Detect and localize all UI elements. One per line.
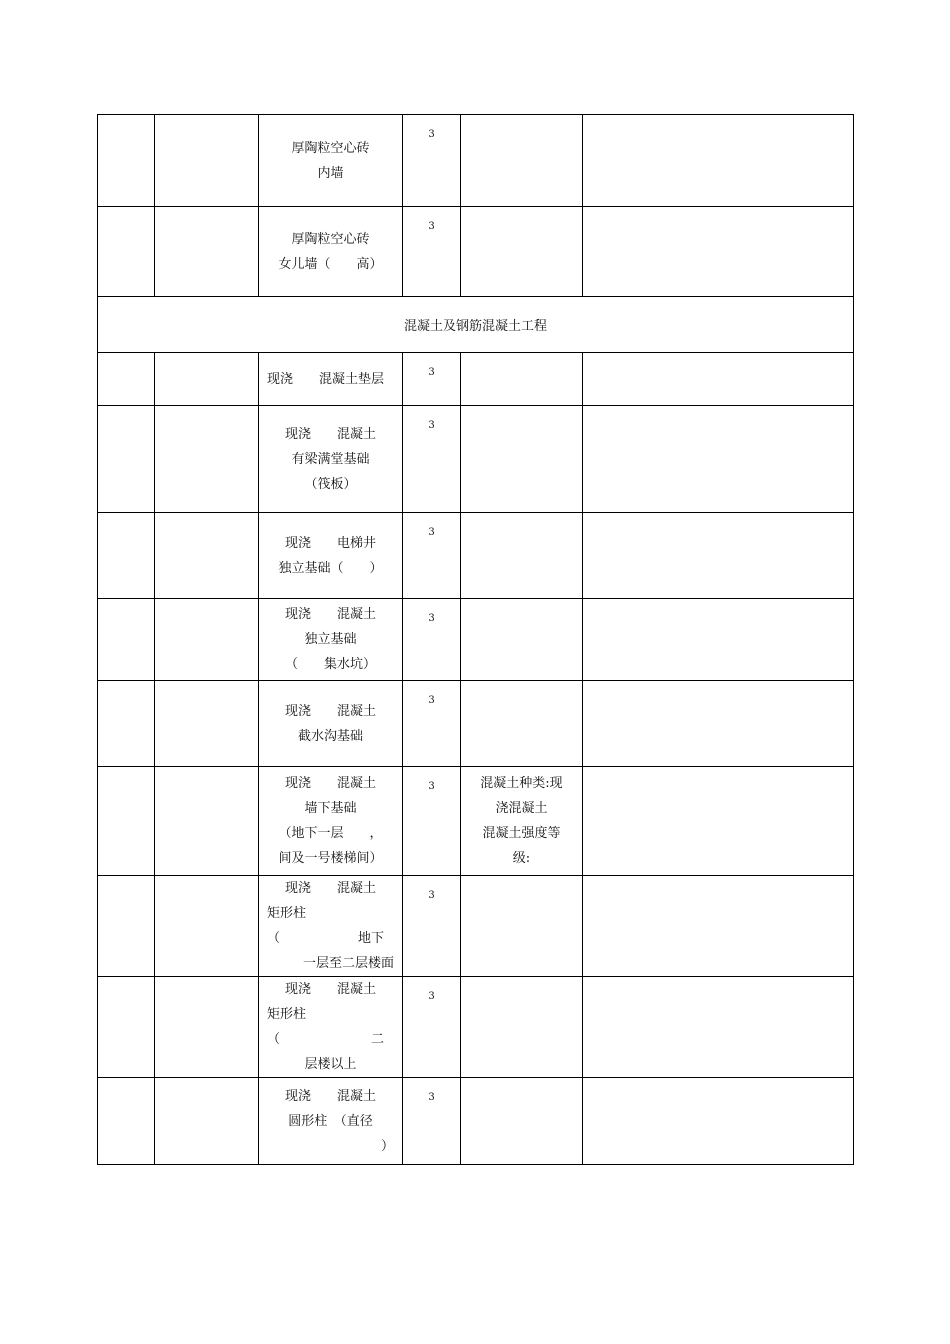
remarks-cell [583,115,854,207]
item-name-line: 截水沟基础 [297,728,363,744]
unit-cell [403,876,461,977]
feature-line: 浇混凝土 [495,801,548,816]
category-cell [155,876,259,977]
remarks-cell [583,681,854,767]
table-row [98,876,854,977]
table-row [98,977,854,1078]
item-name-line: 间及一号楼梯间） [278,851,383,866]
code-cell [98,599,155,681]
bill-of-quantities-table [97,114,854,1165]
remarks-cell [583,876,854,977]
feature-cell [461,977,583,1078]
feature-cell [461,681,583,767]
item-name-line: 内墙 [317,165,344,181]
remarks-cell [583,353,854,406]
item-name-line: （ 二 [267,1032,385,1047]
code-cell [98,681,155,767]
table-body-masonry [98,115,854,297]
code-cell [98,977,155,1078]
code-cell [98,876,155,977]
item-name-line: 现浇 混凝土 [284,703,376,719]
unit-value: 3 [428,129,435,140]
section-header [98,297,854,353]
table-row [98,1078,854,1165]
item-name-cell [259,406,403,513]
unit-value: 3 [428,527,435,538]
category-cell [155,767,259,876]
item-name-line: 现浇 混凝土 [284,426,376,442]
category-cell [155,353,259,406]
category-cell [155,207,259,297]
unit-cell [403,681,461,767]
item-name-cell [259,767,403,876]
item-name-line: ） [380,1138,394,1154]
item-name-line: 厚陶粒空心砖 [291,231,370,247]
feature-line: 混凝土强度等 [482,826,561,841]
category-cell [155,599,259,681]
remarks-cell [583,207,854,297]
item-name-cell [259,207,403,297]
unit-cell [403,767,461,876]
item-name-line: 现浇 电梯井 [284,535,376,551]
item-name-line: 矩形柱 [267,906,307,921]
table-row [98,353,854,406]
item-name-line: 矩形柱 [267,1007,307,1022]
item-name-line: 厚陶粒空心砖 [291,140,370,156]
category-cell [155,513,259,599]
unit-value: 3 [428,781,435,792]
item-name-line: 现浇 混凝土 [284,1088,376,1104]
table-row [98,681,854,767]
feature-cell [461,876,583,977]
item-name-line: 现浇 混凝土 [284,607,376,622]
unit-value: 3 [428,890,435,901]
feature-cell [461,406,583,513]
item-name-cell [259,115,403,207]
item-name-cell [259,599,403,681]
table-row [98,767,854,876]
section-title: 混凝土及钢筋混凝土工程 [98,297,854,353]
item-name-line: 一层至二层楼面 [302,956,394,971]
code-cell [98,406,155,513]
unit-cell [403,1078,461,1165]
item-name-cell [259,876,403,977]
item-name-cell [259,513,403,599]
unit-value: 3 [428,1092,435,1103]
item-name-line: 独立基础 [304,632,357,647]
unit-value: 3 [428,367,435,378]
code-cell [98,207,155,297]
unit-value: 3 [428,221,435,232]
remarks-cell [583,1078,854,1165]
category-cell [155,681,259,767]
feature-line: 混凝土种类:现 [480,776,563,791]
feature-cell [461,115,583,207]
item-name-cell [259,977,403,1078]
item-name-line: 现浇 混凝土 [284,982,376,997]
unit-cell [403,115,461,207]
feature-cell [461,767,583,876]
unit-cell [403,406,461,513]
item-name-line: 女儿墙（ 高） [278,256,383,272]
table-row [98,406,854,513]
code-cell [98,1078,155,1165]
unit-cell [403,513,461,599]
category-cell [155,115,259,207]
item-name-line: 现浇 混凝土 [284,776,376,791]
item-name-line: （ 集水坑） [284,657,376,672]
feature-cell [461,1078,583,1165]
unit-value: 3 [428,420,435,431]
item-name-line: 现浇 混凝土 [284,881,376,896]
item-name-line: 有梁满堂基础 [291,451,370,467]
item-name-line: 独立基础（ ） [278,560,383,576]
unit-cell [403,353,461,406]
feature-cell [461,353,583,406]
item-name-cell [259,1078,403,1165]
table-body-concrete [98,353,854,1165]
item-name-line: 层楼以上 [304,1057,357,1072]
feature-cell [461,513,583,599]
unit-value: 3 [428,695,435,706]
item-name-line: 圆形柱 （直径 [288,1113,373,1129]
feature-cell [461,599,583,681]
remarks-cell [583,767,854,876]
item-name-cell [259,353,403,406]
remarks-cell [583,599,854,681]
item-name-cell [259,681,403,767]
item-name-line: （筏板） [304,476,357,492]
table-row [98,513,854,599]
item-name-line: （ 地下 [267,931,385,946]
unit-value: 3 [428,991,435,1002]
code-cell [98,513,155,599]
table-row [98,207,854,297]
remarks-cell [583,513,854,599]
remarks-cell [583,977,854,1078]
category-cell [155,977,259,1078]
remarks-cell [583,406,854,513]
unit-cell [403,207,461,297]
code-cell [98,115,155,207]
item-name-line: （地下一层 ， [278,826,383,841]
table-row [98,599,854,681]
feature-line: 级: [512,851,531,866]
item-name-line: 现浇 混凝土垫层 [267,371,385,387]
unit-value: 3 [428,613,435,624]
category-cell [155,406,259,513]
unit-cell [403,599,461,681]
unit-cell [403,977,461,1078]
feature-cell [461,207,583,297]
table-row [98,115,854,207]
code-cell [98,767,155,876]
item-name-line: 墙下基础 [304,801,357,816]
code-cell [98,353,155,406]
category-cell [155,1078,259,1165]
